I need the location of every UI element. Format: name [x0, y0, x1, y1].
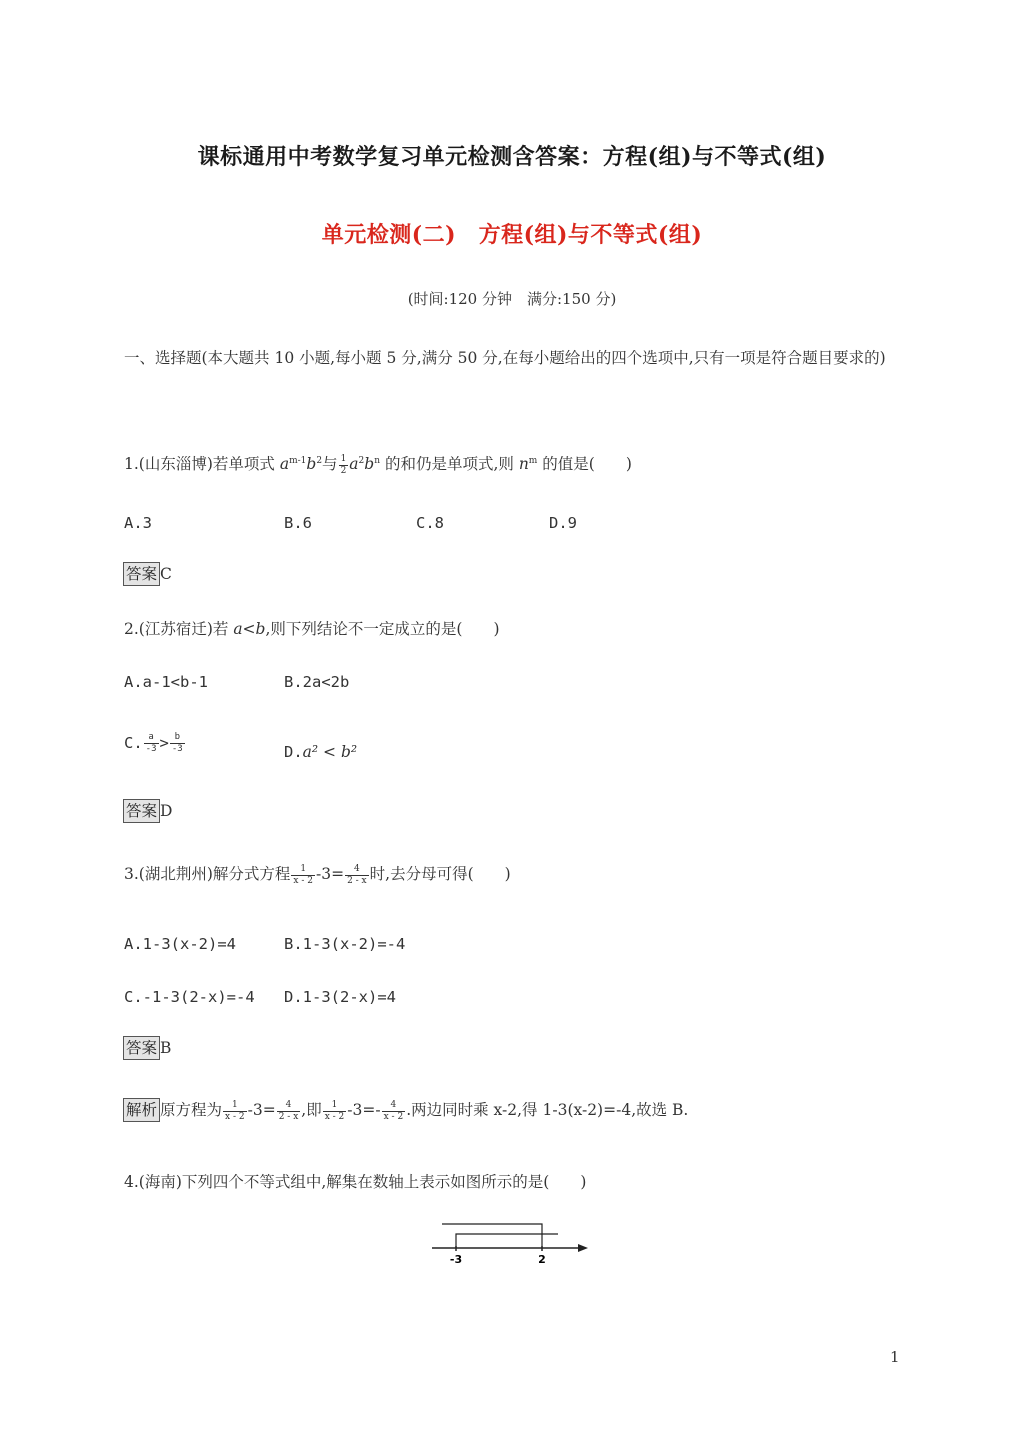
page-number: 1: [890, 1348, 900, 1366]
q3-option-a: A.1-3(x-2)=4: [124, 935, 236, 953]
q3-answer: [123, 1036, 171, 1060]
question-3: 3.(湖北荆州)解分式方程 $\frac{1}{x - 2}$ -3= $\frac{4}{2 - x}$ 时,去分母可得( ): [124, 863, 511, 886]
q2-answer-value: D: [160, 802, 173, 820]
q3-answer-value: B: [160, 1039, 172, 1057]
unit-title: 单元检测(二) 方程(组)与不等式(组): [321, 222, 703, 248]
fraction: $\frac{1}{2}$: [340, 453, 347, 476]
question-4: 4.(海南)下列四个不等式组中,解集在数轴上表示如图所示的是( ): [124, 1173, 587, 1191]
q1-option-c: C.8: [416, 514, 444, 532]
axis-arrow: [578, 1244, 588, 1252]
question-2: 2.(江苏宿迁)若 a<b,则下列结论不一定成立的是( ): [124, 620, 500, 638]
exam-meta: (时间:120 分钟 满分:150 分): [407, 290, 617, 308]
analysis-tag: 解析: [123, 1098, 160, 1122]
q3-option-b: B.1-3(x-2)=-4: [284, 935, 406, 953]
solution-bracket-lower: [456, 1234, 558, 1248]
q3-option-c: C.-1-3(2-x)=-4: [124, 988, 255, 1006]
answer-tag: 答案: [123, 799, 160, 823]
q2-answer: [123, 799, 172, 823]
solution-bracket-upper: [442, 1224, 542, 1248]
q2-option-d: D.a² < b²: [284, 743, 358, 761]
answer-tag: 答案: [123, 562, 160, 586]
question-1: 1.(山东淄博)若单项式 $a^{m-1}b^2$与 $\frac{1}{2}$ $a^2b^n$ 的和仍是单项式,则 $n^m$ 的值是( ): [124, 453, 632, 476]
q2-option-b: B.2a<2b: [284, 673, 350, 691]
q3-analysis: 解析 原方程为 $\frac{1}{x - 2}$ -3= $\frac{4}{2 - x}$ ,即 $\frac{1}{x - 2}$ -3=- $\frac{4}{x - 2}$ .两边同时乘 x-2,得 1-3(x-2)=-4,故选 B.: [123, 1098, 688, 1123]
q1-answer-value: C: [160, 565, 172, 583]
answer-tag: 答案: [123, 1036, 160, 1060]
q1-option-b: B.6: [284, 514, 312, 532]
tick-label-neg3: -3: [449, 1253, 463, 1266]
q2-option-a: A.a-1<b-1: [124, 673, 208, 691]
q1-answer: [123, 562, 172, 586]
number-line-figure: [428, 1220, 596, 1268]
q2-option-c: C. $\frac{a}{-3}$ > $\frac{b}{-3}$: [124, 732, 183, 754]
q1-option-d: D.9: [549, 514, 577, 532]
tick-label-2: 2: [538, 1253, 546, 1266]
section-instructions: 一、选择题(本大题共 10 小题,每小题 5 分,满分 50 分,在每小题给出的四个选项中,只有一项是符合题目要求的): [124, 349, 886, 367]
q3-option-d: D.1-3(2-x)=4: [284, 988, 396, 1006]
q1-option-a: A.3: [124, 514, 152, 532]
document-title: 课标通用中考数学复习单元检测含答案：方程(组)与不等式(组): [197, 144, 827, 170]
